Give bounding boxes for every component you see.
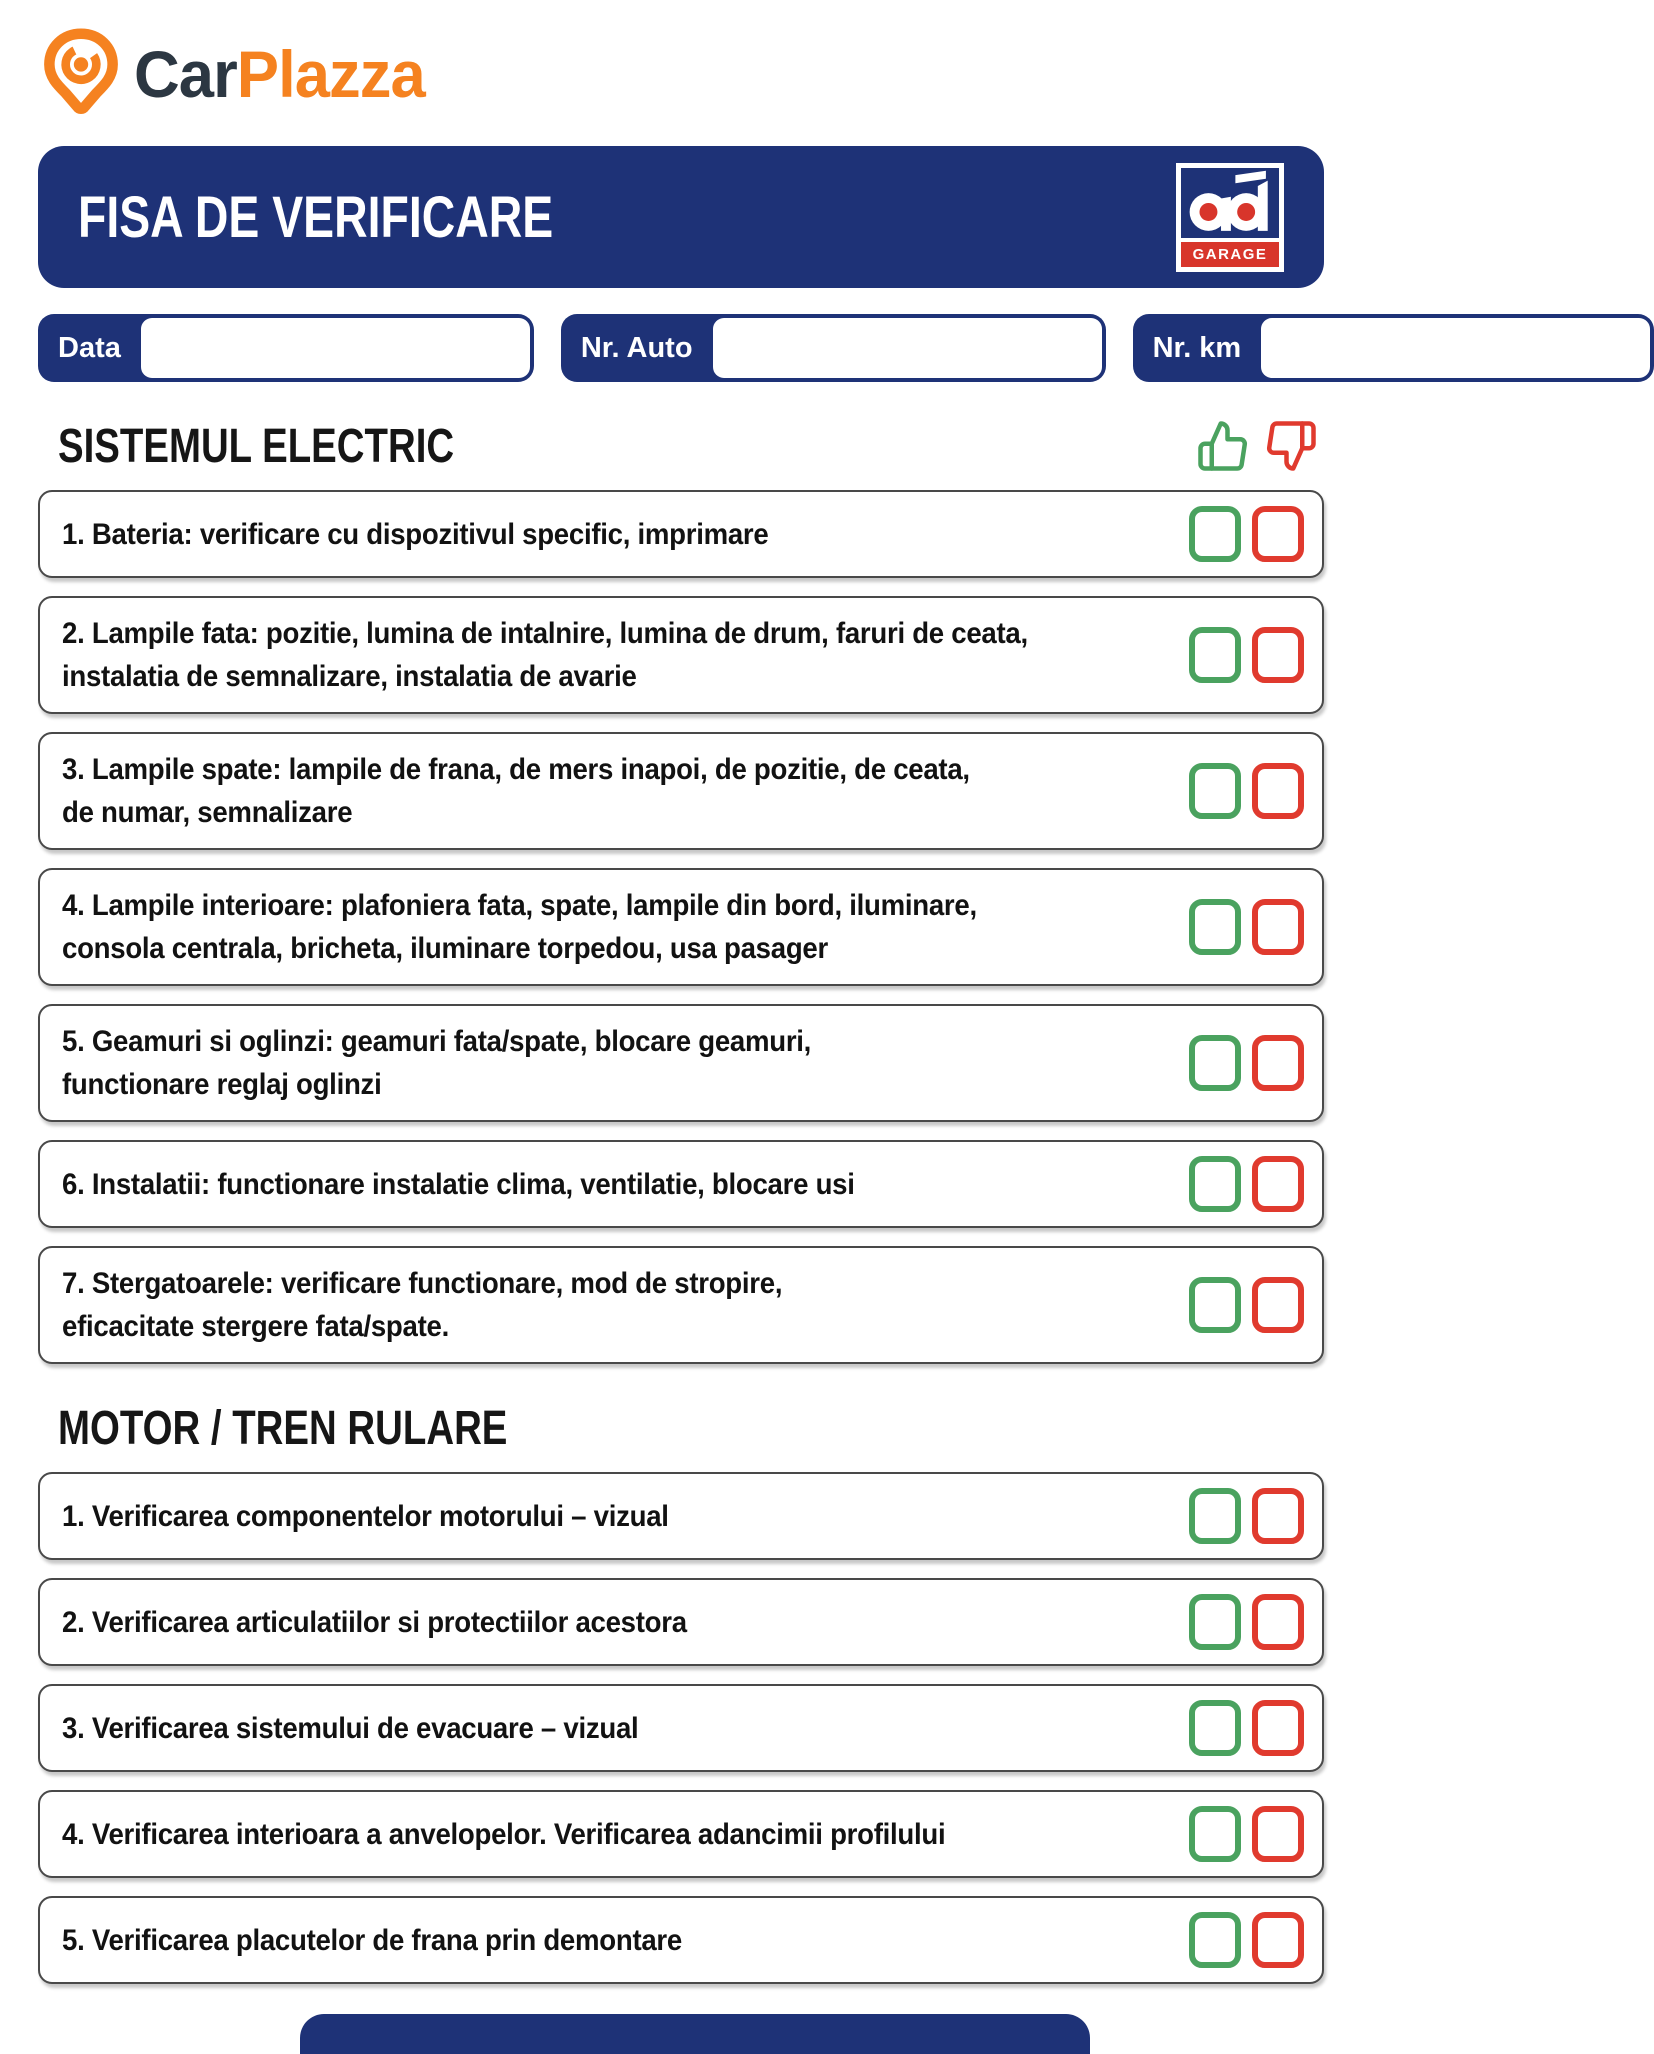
checklist-item-line: eficacitate stergere fata/spate. <box>62 1310 449 1343</box>
fail-checkbox[interactable] <box>1252 506 1304 562</box>
checklist-item-line: 7. Stergatoarele: verificare functionare, mod de stropire, <box>62 1267 783 1300</box>
ad-garage-label: GARAGE <box>1181 242 1279 267</box>
brand-plazza: Plazza <box>236 37 425 111</box>
checklist-sections <box>38 412 1324 1984</box>
checklist-item <box>38 1246 1324 1364</box>
thumbs-up-icon <box>1196 418 1250 474</box>
pass-checkbox[interactable] <box>1189 1277 1241 1333</box>
fail-checkbox[interactable] <box>1252 1488 1304 1544</box>
checklist-item-line: 2. Lampile fata: pozitie, lumina de intalnire, lumina de drum, faruri de ceata, <box>62 617 1028 650</box>
checklist-item <box>38 1578 1324 1666</box>
carplazza-logo <box>42 28 1324 120</box>
pass-checkbox[interactable] <box>1189 1700 1241 1756</box>
checklist-item-text <box>62 1163 1089 1206</box>
checklist-item-text <box>62 748 1089 834</box>
checklist-item-text <box>62 1601 1089 1644</box>
checklist-item-line: de numar, semnalizare <box>62 796 353 829</box>
checklist-item-line: 2. Verificarea articulatiilor si protectiilor acestora <box>62 1605 687 1639</box>
field-label-nr-auto: Nr. Auto <box>580 331 693 364</box>
checklist-item-line: 1. Verificarea componentelor motorului – vizual <box>62 1499 669 1533</box>
pass-checkbox[interactable] <box>1189 1156 1241 1212</box>
brand-car: Car <box>134 37 237 111</box>
location-pin-icon <box>42 28 120 120</box>
checklist-item <box>38 1790 1324 1878</box>
checklist-item-line: 1. Bateria: verificare cu dispozitivul specific, imprimare <box>62 517 769 551</box>
field-label-nr-km: Nr. km <box>1152 331 1242 364</box>
fail-checkbox[interactable] <box>1252 1594 1304 1650</box>
checklist-item-line: 6. Instalatii: functionare instalatie clima, ventilatie, blocare usi <box>62 1167 855 1201</box>
fail-checkbox[interactable] <box>1252 1806 1304 1862</box>
section-1 <box>38 1394 1324 1984</box>
checklist-item <box>38 490 1324 578</box>
page-title: FISA DE VERIFICARE <box>78 184 554 250</box>
form-fields-row <box>38 314 1324 382</box>
field-nr-auto <box>561 314 1106 382</box>
pass-checkbox[interactable] <box>1189 899 1241 955</box>
fail-checkbox[interactable] <box>1252 763 1304 819</box>
checklist-item-line: 4. Lampile interioare: plafoniera fata, spate, lampile din bord, iluminare, <box>62 889 977 922</box>
ad-letters <box>1181 168 1279 238</box>
checklist-item-line: 3. Lampile spate: lampile de frana, de mers inapoi, de pozitie, de ceata, <box>62 753 970 786</box>
checklist-item-text <box>62 1919 1089 1962</box>
field-label-data: Data <box>58 331 121 364</box>
field-data <box>38 314 534 382</box>
checklist-item-line: 3. Verificarea sistemului de evacuare – vizual <box>62 1711 639 1745</box>
checklist-item <box>38 596 1324 714</box>
checklist-item-text <box>62 612 1089 698</box>
checklist-item <box>38 1004 1324 1122</box>
checklist-item-line: 5. Geamuri si oglinzi: geamuri fata/spate, blocare geamuri, <box>62 1025 812 1058</box>
fail-checkbox[interactable] <box>1252 627 1304 683</box>
fail-checkbox[interactable] <box>1252 1035 1304 1091</box>
title-bar <box>38 146 1324 288</box>
next-section-bar-partial <box>300 2014 1090 2054</box>
section-0 <box>38 412 1324 1364</box>
field-input-nr-auto[interactable] <box>713 318 1102 378</box>
pass-checkbox[interactable] <box>1189 763 1241 819</box>
pass-checkbox[interactable] <box>1189 1594 1241 1650</box>
checklist-item-text <box>62 1707 1089 1750</box>
checklist-item-text <box>62 513 1089 556</box>
fail-checkbox[interactable] <box>1252 899 1304 955</box>
field-input-nr-km[interactable] <box>1261 318 1650 378</box>
checklist-item <box>38 868 1324 986</box>
checklist-item-text <box>62 1813 1089 1856</box>
fail-checkbox[interactable] <box>1252 1912 1304 1968</box>
thumbs-down-icon <box>1264 418 1318 474</box>
pass-checkbox[interactable] <box>1189 1806 1241 1862</box>
section-title: MOTOR / TREN RULARE <box>58 1402 508 1455</box>
section-header <box>38 412 1324 474</box>
pass-fail-legend <box>1196 418 1324 474</box>
checklist-item-text <box>62 884 1089 970</box>
checklist-item-line: 5. Verificarea placutelor de frana prin demontare <box>62 1923 682 1957</box>
pass-checkbox[interactable] <box>1189 1488 1241 1544</box>
checklist-item <box>38 1684 1324 1772</box>
ad-garage-logo <box>1176 163 1284 272</box>
checklist-item-line: functionare reglaj oglinzi <box>62 1068 382 1101</box>
fail-checkbox[interactable] <box>1252 1156 1304 1212</box>
pass-checkbox[interactable] <box>1189 627 1241 683</box>
checklist-item-text <box>62 1020 1089 1106</box>
checklist-item-line: 4. Verificarea interioara a anvelopelor. Verificarea adancimii profilului <box>62 1817 946 1851</box>
checklist-item <box>38 1472 1324 1560</box>
field-nr-km <box>1133 314 1654 382</box>
checklist-item-text <box>62 1495 1089 1538</box>
pass-checkbox[interactable] <box>1189 1912 1241 1968</box>
checklist-item-line: instalatia de semnalizare, instalatia de avarie <box>62 660 637 693</box>
field-input-data[interactable] <box>141 318 530 378</box>
checklist-item <box>38 732 1324 850</box>
checklist-item <box>38 1896 1324 1984</box>
checklist-item-line: consola centrala, bricheta, iluminare torpedou, usa pasager <box>62 932 828 965</box>
checklist-item <box>38 1140 1324 1228</box>
fail-checkbox[interactable] <box>1252 1700 1304 1756</box>
section-header <box>38 1394 1324 1456</box>
brand-wordmark <box>134 37 425 111</box>
checklist-item-text <box>62 1262 1089 1348</box>
pass-checkbox[interactable] <box>1189 1035 1241 1091</box>
section-title: SISTEMUL ELECTRIC <box>58 420 455 473</box>
pass-checkbox[interactable] <box>1189 506 1241 562</box>
fail-checkbox[interactable] <box>1252 1277 1304 1333</box>
